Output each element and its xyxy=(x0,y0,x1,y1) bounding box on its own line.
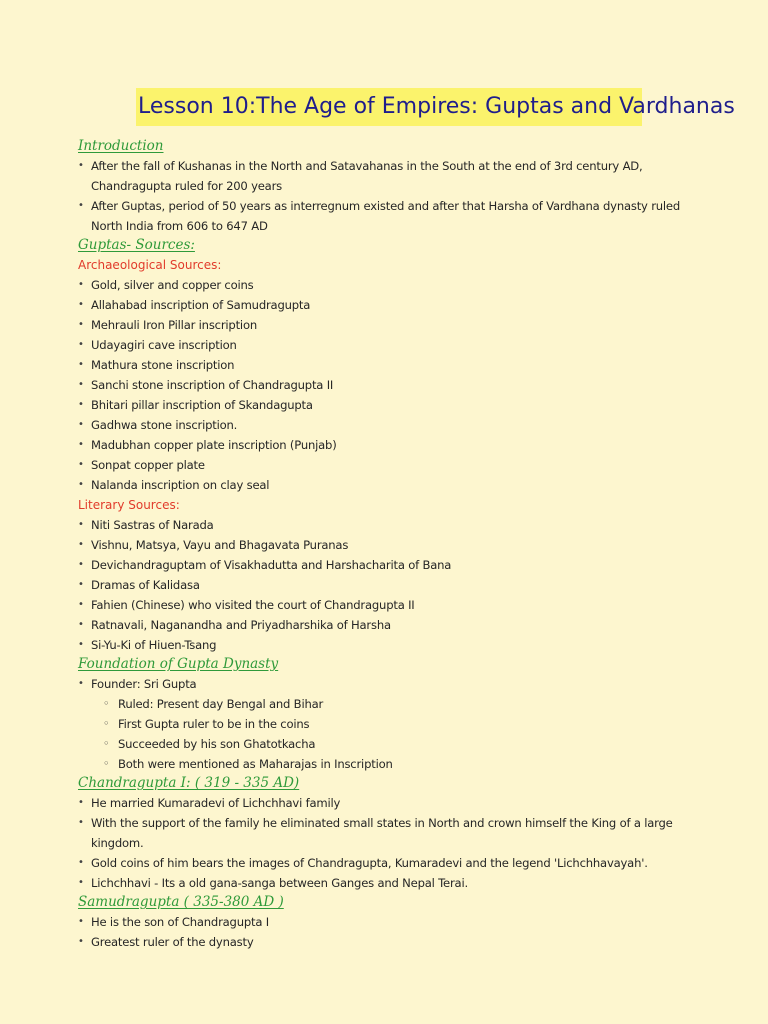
list-item: • Bhitari pillar inscription of Skandagupta xyxy=(78,395,698,415)
list-item: • Niti Sastras of Narada xyxy=(78,515,698,535)
list-item: • Lichchhavi - Its a old gana-sanga between Ganges and Nepal Terai. xyxy=(78,873,698,893)
sources-heading: Guptas- Sources: xyxy=(78,237,195,253)
list-item: • Vishnu, Matsya, Vayu and Bhagavata Puranas xyxy=(78,535,698,555)
archaeological-sources-heading: Archaeological Sources: xyxy=(78,258,222,272)
list-item: • Sanchi stone inscription of Chandragupta II xyxy=(78,375,698,395)
list-item: • Ratnavali, Naganandha and Priyadharshika of Harsha xyxy=(78,615,698,635)
archaeological-sources-list xyxy=(78,275,698,495)
literary-sources-list xyxy=(78,515,698,655)
list-item: • Gold, silver and copper coins xyxy=(78,275,698,295)
lesson-content xyxy=(78,137,698,952)
sub-list-item: ◦ Both were mentioned as Maharajas in Inscription xyxy=(78,754,698,774)
list-item: • Gadhwa stone inscription. xyxy=(78,415,698,435)
list-item: • After the fall of Kushanas in the North and Satavahanas in the South at the end of 3rd century AD, Chandragupta ruled for 200 years xyxy=(78,156,698,196)
list-item: • With the support of the family he eliminated small states in North and crown himself the King of a large kingdom. xyxy=(78,813,698,853)
list-item: • Allahabad inscription of Samudragupta xyxy=(78,295,698,315)
chandragupta-list xyxy=(78,793,698,893)
sub-list-item: ◦ Succeeded by his son Ghatotkacha xyxy=(78,734,698,754)
list-item: • Fahien (Chinese) who visited the court of Chandragupta II xyxy=(78,595,698,615)
foundation-heading: Foundation of Gupta Dynasty xyxy=(78,656,279,672)
foundation-list xyxy=(78,674,698,774)
list-item: • After Guptas, period of 50 years as interregnum existed and after that Harsha of Vardhana dynasty ruled North India from 606 to 647 AD xyxy=(78,196,698,236)
samudragupta-list xyxy=(78,912,698,952)
literary-sources-heading: Literary Sources: xyxy=(78,498,180,512)
sub-list-item: ◦ Ruled: Present day Bengal and Bihar xyxy=(78,694,698,714)
list-item: • Devichandraguptam of Visakhadutta and Harshacharita of Bana xyxy=(78,555,698,575)
list-item: • Madubhan copper plate inscription (Punjab) xyxy=(78,435,698,455)
sub-list-item: ◦ First Gupta ruler to be in the coins xyxy=(78,714,698,734)
lesson-title: Lesson 10:The Age of Empires: Guptas and Vardhanas xyxy=(136,88,642,126)
list-item: • Mathura stone inscription xyxy=(78,355,698,375)
samudragupta-heading: Samudragupta ( 335-380 AD ) xyxy=(78,894,284,910)
list-item: • He is the son of Chandragupta I xyxy=(78,912,698,932)
list-item: • Founder: Sri Gupta xyxy=(78,674,698,694)
list-item: • Nalanda inscription on clay seal xyxy=(78,475,698,495)
list-item: • He married Kumaradevi of Lichchhavi family xyxy=(78,793,698,813)
introduction-heading: Introduction xyxy=(78,138,164,154)
list-item: • Dramas of Kalidasa xyxy=(78,575,698,595)
list-item: • Greatest ruler of the dynasty xyxy=(78,932,698,952)
list-item: • Sonpat copper plate xyxy=(78,455,698,475)
list-item: • Mehrauli Iron Pillar inscription xyxy=(78,315,698,335)
list-item: • Si-Yu-Ki of Hiuen-Tsang xyxy=(78,635,698,655)
list-item: • Udayagiri cave inscription xyxy=(78,335,698,355)
list-item: • Gold coins of him bears the images of Chandragupta, Kumaradevi and the legend 'Lichchhavayah'. xyxy=(78,853,698,873)
chandragupta-heading: Chandragupta I: ( 319 - 335 AD) xyxy=(78,775,300,791)
introduction-list xyxy=(78,156,698,236)
